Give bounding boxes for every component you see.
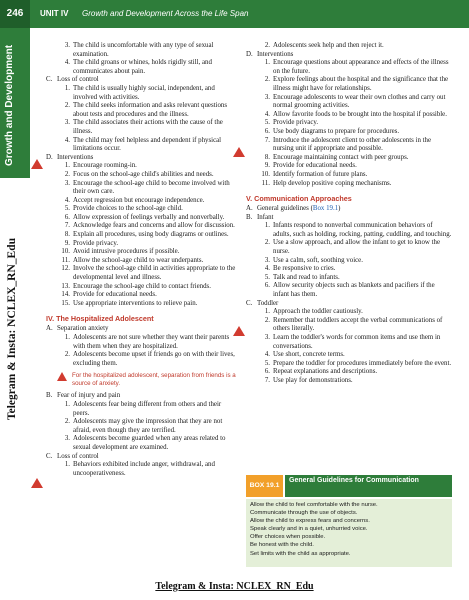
item-number: 1.	[264, 308, 270, 316]
item-text: Adolescents become upset if friends go on with their lives, excluding them.	[73, 351, 235, 367]
item-number: 13.	[61, 282, 70, 290]
box-line: Communicate through the use of objects.	[250, 510, 358, 517]
box-line: Offer choices when possible.	[250, 534, 326, 541]
item-number: 8.	[264, 153, 270, 161]
item-text: Involve the school-age child in activities appropriate to the developmental level and illness.	[73, 265, 236, 282]
list-item	[46, 283, 238, 292]
list-item	[246, 274, 452, 283]
list-item	[246, 360, 452, 369]
item-text: Allow the school-age child to wear underpants.	[73, 256, 204, 264]
margin-warning-icon	[31, 159, 43, 169]
item-number: 4.	[64, 136, 70, 144]
item-number: 1.	[264, 222, 270, 230]
outline-heading: D. Interventions	[46, 153, 94, 161]
item-number: 14.	[61, 291, 70, 299]
list-item	[46, 171, 238, 180]
priority-callout	[57, 372, 238, 388]
item-number: 7.	[264, 376, 270, 384]
item-text: The child is usually highly social, independent, and involved with activities.	[73, 84, 215, 101]
item-number: 4.	[264, 110, 270, 118]
item-text: Avoid intrusive procedures if possible.	[73, 248, 180, 256]
list-item	[46, 334, 238, 351]
item-text: Talk and read to infants.	[273, 273, 340, 281]
list-item	[246, 42, 452, 51]
list-item	[46, 418, 238, 435]
list-item	[46, 240, 238, 249]
left-column	[46, 42, 238, 478]
section-heading: V. Communication Approaches	[246, 194, 352, 204]
item-number: 15.	[61, 299, 70, 307]
box-line: Be honest with the child.	[250, 542, 314, 549]
list-item	[46, 197, 238, 206]
item-number: 2.	[64, 418, 70, 426]
list-item	[46, 59, 238, 76]
item-text: Provide for educational needs.	[273, 162, 357, 170]
item-number: 12.	[61, 265, 70, 273]
item-text: Remember that toddlers accept the verbal communications of others literally.	[273, 316, 443, 333]
item-text: Allow favorite foods to be brought into the hospital if possible.	[273, 110, 447, 118]
list-item	[46, 180, 238, 197]
list-item	[46, 248, 238, 257]
item-number: 1.	[64, 84, 70, 92]
unit-label: UNIT IV	[40, 9, 69, 18]
item-text: Adolescents fear being different from others and their peers.	[73, 400, 222, 417]
item-text: Provide for educational needs.	[73, 291, 157, 299]
item-number: 10.	[261, 170, 270, 178]
item-number: 9.	[64, 239, 70, 247]
item-text: Infants respond to nonverbal communication behaviors of adults, such as holding, rocking, patting, cuddling, and touching.	[273, 222, 452, 238]
item-text: Prepare the toddler for procedures immediately before the event.	[273, 359, 452, 367]
outline-heading: B. Fear of injury and pain	[46, 392, 121, 400]
outline-heading: C. Loss of control	[46, 452, 99, 460]
item-text: Provide choices to the school-age child.	[73, 205, 183, 213]
item-text: The child associates their actions with the cause of the illness.	[73, 119, 223, 135]
item-number: 3.	[64, 119, 70, 127]
list-item	[46, 119, 238, 136]
list-item	[46, 231, 238, 240]
list-item	[46, 137, 238, 154]
item-number: 2.	[264, 316, 270, 324]
margin-warning-icon	[31, 478, 43, 488]
list-item	[246, 351, 452, 360]
item-text: Learn the toddler's words for common items and use them in conversations.	[273, 334, 441, 350]
item-number: 5.	[264, 273, 270, 281]
list-item	[46, 162, 238, 171]
item-number: 1.	[64, 162, 70, 170]
item-text: Provide privacy.	[73, 239, 119, 247]
item-text: Encourage the school-age child to become involved with their own care.	[73, 179, 230, 196]
list-item	[46, 435, 238, 452]
item-text: Accept regression but encourage independence.	[73, 196, 205, 204]
list-item	[246, 162, 452, 171]
list-item	[46, 102, 238, 119]
box-title: General Guidelines for Communication	[285, 475, 452, 497]
item-number: 5.	[264, 119, 270, 127]
item-text: Explain all procedures, using body diagrams or outlines.	[73, 231, 229, 239]
item-text: Identify formation of future plans.	[273, 170, 368, 178]
item-number: 4.	[264, 265, 270, 273]
list-item	[246, 111, 452, 120]
right-column	[246, 42, 452, 386]
box-line: Speak clearly and in a quiet, unhurried voice.	[250, 526, 368, 533]
item-number: 1.	[264, 59, 270, 67]
list-item	[46, 222, 238, 231]
item-number: 3.	[264, 93, 270, 101]
item-text: The child seeks information and asks relevant questions about tests and procedures and the illness.	[73, 102, 228, 118]
item-text: Encourage adolescents to wear their own clothes and carry out normal grooming activities.	[273, 93, 446, 110]
list-item	[246, 154, 452, 163]
list-item	[46, 85, 238, 102]
box-line: Set limits with the child as appropriate.	[250, 550, 351, 557]
item-number: 1.	[64, 334, 70, 341]
item-text: Use play for demonstrations.	[273, 376, 353, 384]
box-header	[246, 475, 452, 497]
list-item	[246, 137, 452, 154]
outline-heading: A. Separation anxiety	[46, 325, 109, 333]
item-text: Use appropriate interventions to relieve pain.	[73, 299, 198, 307]
item-text: Use body diagrams to prepare for procedures.	[273, 127, 400, 135]
box-line: Allow the child to express fears and concerns.	[250, 518, 370, 525]
item-text: Adolescents may give the impression that they are not afraid, even though they are terrified.	[73, 418, 223, 434]
item-text: Use a slow approach, and allow the infant to get to know the nurse.	[273, 239, 441, 256]
item-text: Acknowledge fears and concerns and allow for discussion.	[73, 222, 235, 230]
section-heading: IV. The Hospitalized Adolescent	[46, 314, 154, 324]
item-number: 4.	[64, 59, 70, 67]
item-number: 1.	[64, 400, 70, 408]
item-number: 3.	[64, 42, 70, 49]
item-text: Behaviors exhibited include anger, withdrawal, and uncooperativeness.	[73, 461, 215, 477]
list-item	[46, 205, 238, 214]
item-number: 6.	[264, 127, 270, 135]
side-tab-label: Growth and Development	[4, 44, 15, 166]
item-text: Explore feelings about the hospital and the significance that the illness might have for relationships.	[273, 76, 449, 92]
item-number: 6.	[264, 282, 270, 290]
warning-icon	[57, 372, 67, 381]
list-item	[246, 334, 452, 351]
list-item	[246, 257, 452, 266]
item-text: Introduce the adolescent client to other adolescents in the nursing unit if appropriate and possible.	[273, 136, 432, 153]
outline-heading: C. Loss of control	[46, 76, 99, 84]
list-item	[46, 291, 238, 300]
list-item	[46, 214, 238, 223]
item-number: 2.	[264, 239, 270, 247]
item-text: Adolescents become guarded when any areas related to sexual development are examined.	[73, 435, 226, 451]
item-number: 2.	[264, 42, 270, 49]
item-number: 3.	[64, 179, 70, 187]
item-text: The child may feel helpless and dependent if physical limitations occur.	[73, 136, 222, 153]
item-text: Approach the toddler cautiously.	[273, 308, 363, 316]
callout-text: For the hospitalized adolescent, separation from friends is a source of anxiety.	[72, 372, 236, 388]
item-text: Focus on the school-age child's abilities and needs.	[73, 170, 214, 178]
item-text: The child groans or whines, holds rigidly still, and communicates about pain.	[73, 59, 212, 75]
list-item	[246, 222, 452, 239]
list-item	[246, 317, 452, 334]
outline-heading: D. Interventions	[246, 50, 294, 58]
list-item	[246, 377, 452, 386]
box-number: BOX 19.1	[246, 475, 283, 497]
item-text: The child is uncomfortable with any type of sexual examination.	[73, 42, 214, 58]
item-text: Allow expression of feelings verbally and nonverbally.	[73, 213, 225, 221]
list-item	[46, 401, 238, 418]
list-item	[46, 257, 238, 266]
list-item	[46, 461, 238, 478]
list-item	[246, 282, 452, 299]
item-number: 11.	[61, 256, 70, 264]
item-number: 8.	[64, 231, 70, 239]
item-number: 3.	[64, 435, 70, 443]
item-number: 2.	[64, 102, 70, 110]
item-text: Use short, concrete terms.	[273, 351, 345, 359]
item-number: 5.	[64, 205, 70, 213]
item-number: 1.	[64, 461, 70, 469]
list-item	[246, 94, 452, 111]
item-number: 10.	[61, 248, 70, 256]
list-item	[246, 368, 452, 377]
item-number: 2.	[64, 170, 70, 178]
list-item	[46, 300, 238, 309]
item-text: Use a calm, soft, soothing voice.	[273, 256, 363, 264]
item-text: Be responsive to cries.	[273, 265, 336, 273]
item-number: 9.	[264, 162, 270, 170]
item-text: Adolescents are not sure whether they want their parents with them when they are hospitalized.	[73, 334, 230, 350]
list-item	[46, 42, 238, 59]
item-text: Encourage the school-age child to contact friends.	[73, 282, 211, 290]
item-text: Help develop positive coping mechanisms.	[273, 179, 392, 187]
footer-watermark: Telegram & Insta: NCLEX_RN_Edu	[155, 581, 314, 592]
item-number: 6.	[264, 368, 270, 376]
item-text: Allow security objects such as blankets and pacifiers if the infant has them.	[273, 282, 435, 299]
box-reference-link[interactable]: Box 19.1	[312, 205, 339, 213]
vertical-watermark: Telegram & Insta: NCLEX_RN_Edu	[6, 238, 18, 420]
item-number: 11.	[261, 179, 270, 187]
list-item	[246, 119, 452, 128]
item-number: 7.	[64, 222, 70, 230]
outline-heading: B. Infant	[246, 213, 274, 221]
list-item	[246, 308, 452, 317]
item-text: Encourage questions about appearance and effects of the illness on the future.	[273, 59, 449, 75]
item-text: Encourage maintaining contact with peer groups.	[273, 153, 409, 161]
list-item	[246, 180, 452, 189]
item-number: 4.	[264, 351, 270, 359]
list-item	[46, 351, 238, 368]
item-number: 6.	[64, 213, 70, 221]
box-body	[246, 499, 452, 567]
item-text: Encourage rooming-in.	[73, 162, 137, 170]
item-text: Repeat explanations and descriptions.	[273, 368, 378, 376]
chapter-title: Growth and Development Across the Life Span	[82, 9, 249, 18]
list-item	[246, 59, 452, 76]
list-item	[246, 128, 452, 137]
item-number: 3.	[264, 334, 270, 341]
list-item	[246, 239, 452, 256]
list-item	[246, 265, 452, 274]
item-text: Provide privacy.	[273, 119, 319, 127]
box-line: Allow the child to feel comfortable with the nurse.	[250, 502, 378, 508]
list-item	[246, 76, 452, 93]
item-number: 7.	[264, 136, 270, 144]
item-number: 2.	[64, 351, 70, 359]
item-text: Adolescents seek help and then reject it.	[273, 42, 384, 49]
outline-heading: A. General guidelines (Box 19.1)	[246, 205, 341, 213]
list-item	[46, 265, 238, 282]
item-number: 4.	[64, 196, 70, 204]
list-item	[246, 171, 452, 180]
item-number: 5.	[264, 359, 270, 367]
item-number: 2.	[264, 76, 270, 84]
item-number: 3.	[264, 256, 270, 264]
page-header	[0, 0, 469, 28]
outline-heading: C. Toddler	[246, 299, 279, 307]
page-number: 246	[0, 0, 30, 28]
